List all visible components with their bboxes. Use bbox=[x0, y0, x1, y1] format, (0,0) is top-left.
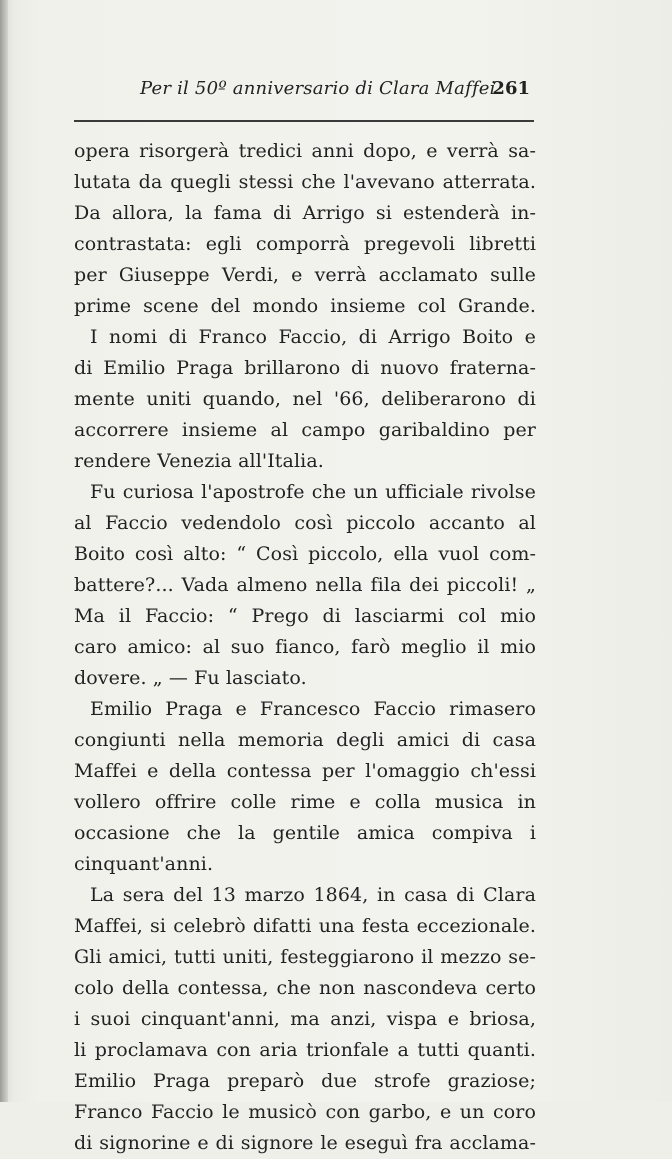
text-line: dovere. „ — Fu lasciato. bbox=[74, 667, 307, 689]
text-line: contrastata: egli comporrà pregevoli libretti bbox=[74, 233, 536, 255]
text-line: lutata da quegli stessi che l'avevano atterrata. bbox=[74, 171, 536, 193]
text-line: rendere Venezia all'Italia. bbox=[74, 450, 324, 472]
text-line: Fu curiosa l'apostrofe che un ufficiale rivolse bbox=[90, 481, 536, 503]
text-line: colo della contessa, che non nascondeva certo bbox=[74, 977, 536, 999]
text-line: Da allora, la fama di Arrigo si estenderà in- bbox=[74, 202, 536, 224]
text-line: Ma il Faccio: “ Prego di lasciarmi col mio bbox=[74, 605, 536, 627]
text-line: di Emilio Praga brillarono di nuovo fraterna- bbox=[74, 357, 536, 379]
text-line: Emilio Praga e Francesco Faccio rimasero bbox=[90, 698, 536, 720]
text-line: Gli amici, tutti uniti, festeggiarono il mezzo se- bbox=[74, 946, 536, 968]
text-line: prime scene del mondo insieme col Grande. bbox=[74, 295, 536, 317]
running-title: Per il 50º anniversario di Clara Maffei bbox=[140, 78, 496, 99]
text-line: Emilio Praga preparò due strofe graziose; bbox=[74, 1070, 536, 1092]
header-rule bbox=[74, 120, 534, 122]
text-line: opera risorgerà tredici anni dopo, e verrà sa- bbox=[74, 140, 536, 162]
text-line: mente uniti quando, nel '66, deliberarono di bbox=[74, 388, 536, 410]
page-number: 261 bbox=[492, 78, 530, 99]
text-line: occasione che la gentile amica compiva i bbox=[74, 822, 536, 844]
text-line: cinquant'anni. bbox=[74, 853, 214, 875]
text-line: congiunti nella memoria degli amici di casa bbox=[74, 729, 536, 751]
text-line: Boito così alto: “ Così piccolo, ella vuol com- bbox=[74, 543, 536, 565]
text-line: vollero offrire colle rime e colla musica in bbox=[74, 791, 536, 813]
text-line: al Faccio vedendolo così piccolo accanto al bbox=[74, 512, 536, 534]
body-text bbox=[74, 136, 536, 1159]
page-edge bbox=[0, 0, 8, 1102]
text-line: caro amico: al suo fianco, farò meglio il mio bbox=[74, 636, 536, 658]
text-line: Maffei, si celebrò difatti una festa eccezionale. bbox=[74, 915, 536, 937]
text-line: per Giuseppe Verdi, e verrà acclamato sulle bbox=[74, 264, 536, 286]
page-header bbox=[60, 78, 530, 106]
text-line: i suoi cinquant'anni, ma anzi, vispa e briosa, bbox=[74, 1008, 536, 1030]
text-line: Franco Faccio le musicò con garbo, e un coro bbox=[74, 1101, 536, 1123]
text-line: La sera del 13 marzo 1864, in casa di Clara bbox=[90, 884, 536, 906]
text-line: Maffei e della contessa per l'omaggio ch'essi bbox=[74, 760, 536, 782]
text-line: li proclamava con aria trionfale a tutti quanti. bbox=[74, 1039, 536, 1061]
text-line: accorrere insieme al campo garibaldino per bbox=[74, 419, 536, 441]
text-line: I nomi di Franco Faccio, di Arrigo Boito e bbox=[90, 326, 536, 348]
text-line: di signorine e di signore le eseguì fra acclama- bbox=[74, 1132, 536, 1154]
text-line: battere?... Vada almeno nella fila dei piccoli! „ bbox=[74, 574, 536, 596]
